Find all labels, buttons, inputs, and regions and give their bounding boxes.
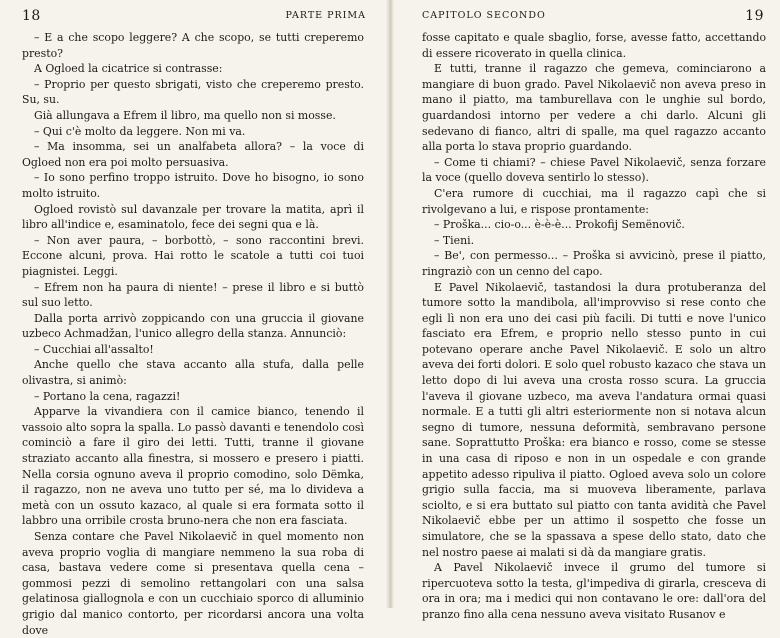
book-gutter — [386, 0, 394, 608]
paragraph: Già allungava a Efrem il libro, ma quello non si mosse. — [34, 108, 336, 122]
paragraph: E Pavel Nikolaevič, tastandosi la dura protuberanza del tumore sotto la mandibola, all'improvviso si rese conto che egli lì non era uno dei casi più facili. Di tutti e nove l'unico fasciato era Efrem, e proprio nello stesso punto in cui potevano operare anche Pavel Nikolaevič. E solo un altro aveva dei forti dolori. E solo quel robusto kazaco che stava un letto dopo di lui aveva una crosta rosso scura. La gruccia l'aveva il giovane uzbeco, ma aveva l'andatura ormai quasi normale. E a tutti gli altri esteriormente non si notava alcun segno di tumore, nessuna deformità, sembravano persone sane. Soprattutto Proška: era bianco e rosso, come se stesse in una casa di riposo e non in un ospedale e con grande appetito adesso ripuliva il piatto. Ogloed aveva solo un colore grigio sulla faccia, ma si muoveva liberamente, parlava sciolto, e si era buttato sul piatto con tanta avidità che Pavel Nikolaevič ebbe per un attimo il sospetto che fosse un simulatore, che se la spassava a spese dello stato, dato che nel nostro paese ai malati si dà da mangiare gratis. — [422, 280, 766, 559]
paragraph: E tutti, tranne il ragazzo che gemeva, cominciarono a mangiare di buon grado. Pavel Nikolaevič non aveva preso in mano il piatto, ma tamburellava con le unghie sul bordo, guardandosi intorno per vedere a chi darlo. Alcuni gli sedevano di fianco, altri di spalle, ma quel ragazzo accanto alla porta lo stava proprio guardando. — [422, 62, 766, 154]
left-page-body — [22, 30, 364, 638]
left-page — [0, 0, 386, 637]
paragraph: – Cucchiai all'assalto! — [34, 342, 154, 356]
paragraph: A Ogloed la cicatrice si contrasse: — [34, 62, 223, 76]
paragraph: – Efrem non ha paura di niente! – prese il libro e si buttò sul suo letto. — [22, 280, 364, 310]
paragraph: C'era rumore di cucchiai, ma il ragazzo capì che si rivolgevano a lui, e rispose prontamente: — [422, 186, 766, 216]
running-head: CAPITOLO SECONDO — [422, 10, 546, 21]
page-number: 18 — [22, 8, 41, 24]
paragraph: – Portano la cena, ragazzi! — [34, 389, 181, 403]
paragraph: – Non aver paura, – borbottò, – sono raccontini brevi. Eccone alcuni, prova. Hai rotto le scatole a tutti coi tuoi piagnistei. Leggi. — [22, 233, 364, 278]
paragraph: Dalla porta arrivò zoppicando con una gruccia il giovane uzbeco Achmadžan, l'unico allegro della stanza. Annunciò: — [22, 311, 364, 341]
paragraph: – Io sono perfino troppo istruito. Dove ho bisogno, io sono molto istruito. — [22, 171, 364, 200]
running-head: PARTE PRIMA — [285, 10, 366, 21]
right-page — [394, 0, 780, 621]
paragraph: A Pavel Nikolaevič invece il grumo del tumore si ripercuoteva sotto la testa, gl'impediva di girarla, cresceva di ora in ora; ma i medici qui non contavano le ore: dall'ora del pranzo fino alla cena nessuno aveva visitato Rusanov e — [422, 561, 766, 621]
paragraph: – Tieni. — [434, 233, 475, 247]
paragraph: Senza contare che Pavel Nikolaevič in quel momento non aveva proprio voglia di mangiare nemmeno la sua roba di casa, bastava vedere come si presentava quella cena – gommosi pezzi di semolino rettangolari con una salsa gelatinosa giallognola e con un cucchiaio sporco di alluminio grigio dal manico contorto, per ricordarsi ancora una volta dove — [22, 530, 364, 637]
paragraph: – Be', con permesso... – Proška si avvicinò, prese il piatto, ringraziò con un cenno del capo. — [422, 249, 766, 278]
paragraph: Ogloed rovistò sul davanzale per trovare la matita, aprì il libro all'indice e, esaminatolo, fece dei segni qua e là. — [22, 202, 364, 232]
paragraph: Apparve la vivandiera con il camice bianco, tenendo il vassoio alto sopra la spalla. Lo passò davanti e tenendolo così cominciò a fare il giro dei letti. Tutti, tranne il giovane straziato accanto alla finestra, si mossero e presero i piatti. Nella corsia ognuno aveva il proprio comodino, solo Dëmka, il ragazzo, non ne aveva uno tutto per sé, ma lo divideva a metà con un ossuto kazaco, al quale si era formata sotto il labbro una orribile crosta bruno-nera che non era fasciata. — [22, 405, 364, 528]
paragraph: – Come ti chiami? – chiese Pavel Nikolaevič, senza forzare la voce (quello doveva sentirlo lo stesso). — [422, 155, 766, 185]
right-page-header — [422, 8, 764, 24]
paragraph: – Proška... cio-o... è-è-è... Prokofij Semënovič. — [434, 218, 685, 232]
paragraph: – Qui c'è molto da leggere. Non mi va. — [34, 124, 246, 138]
right-page-body — [422, 30, 766, 623]
paragraph: Anche quello che stava accanto alla stufa, dalla pelle olivastra, si animò: — [22, 358, 364, 388]
paragraph: – Ma insomma, sei un analfabeta allora? – la voce di Ogloed non era poi molto persuasiva. — [22, 140, 364, 169]
paragraph: – Proprio per questo sbrigati, visto che creperemo presto. Su, su. — [22, 77, 364, 107]
paragraph: – E a che scopo leggere? A che scopo, se tutti creperemo presto? — [22, 31, 364, 60]
page-number: 19 — [745, 8, 764, 24]
left-page-header — [22, 8, 366, 24]
continued-paragraph: fosse capitato e quale sbaglio, forse, avesse fatto, accettando di essere ricoverato in quella clinica. — [422, 31, 766, 60]
